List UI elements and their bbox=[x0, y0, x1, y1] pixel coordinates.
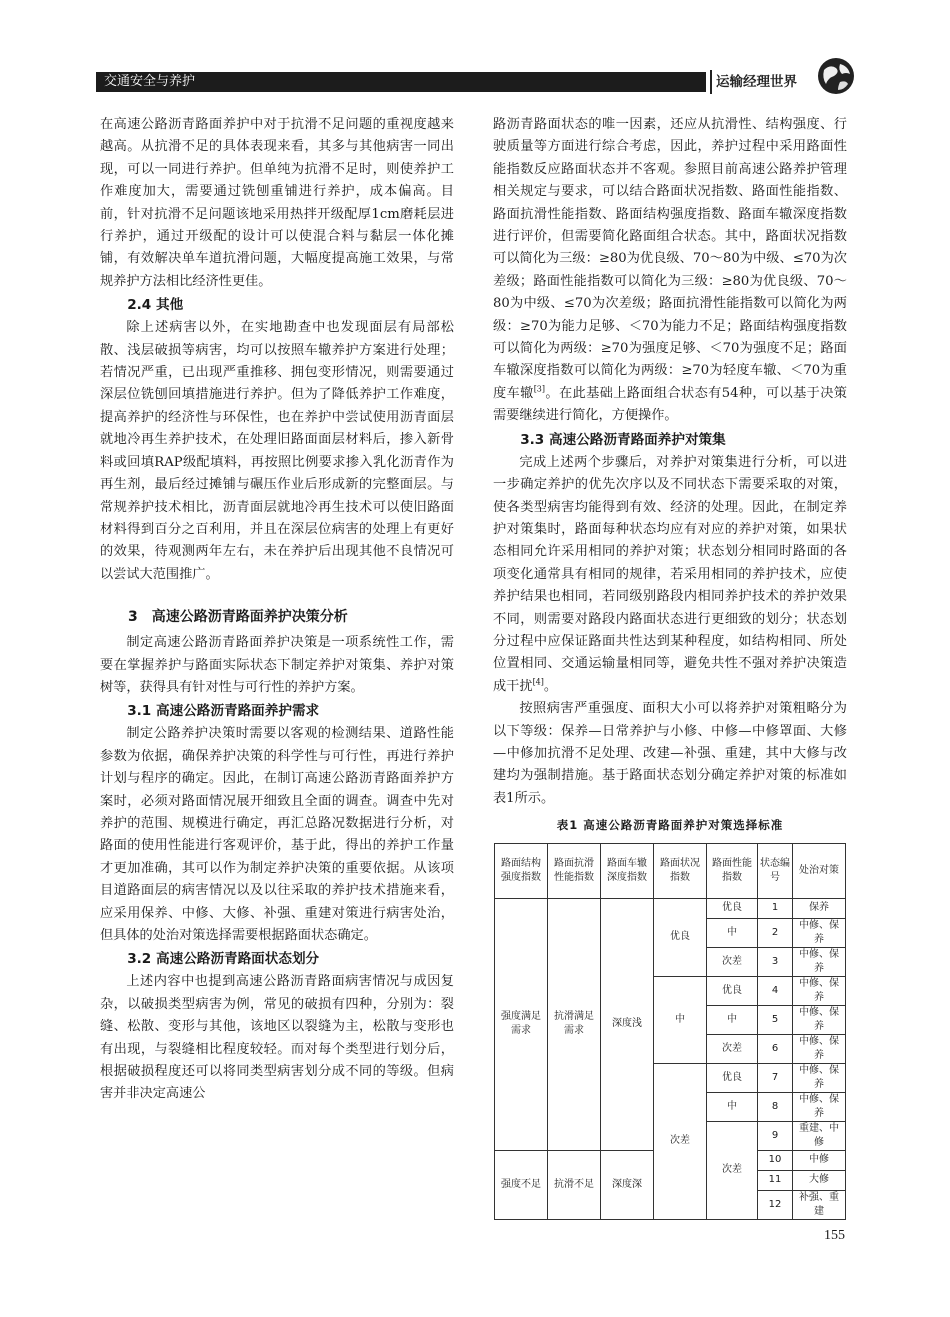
table-cell: 6 bbox=[758, 1034, 793, 1063]
table-cell: 5 bbox=[758, 1005, 793, 1034]
table-cell: 次差 bbox=[707, 1034, 758, 1063]
table-cell: 优良 bbox=[707, 976, 758, 1005]
section-label: 交通安全与养护 bbox=[96, 72, 706, 92]
table-cell: 中修、保养 bbox=[793, 1005, 846, 1034]
paragraph: 制定公路养护决策时需要以客观的检测结果、道路性能参数为依据，确保养护决策的科学性与可行性，再进行养护计划与程序的确定。因此，在制订高速公路沥青路面养护方案时，必须对路面情况展开细致且全面的调查。调查中先对养护的范围、规模进行确定，再汇总路况数据进行分析，对路面的使用性能进行客观评价，基于此，得出的养护工作量才更加准确，其可以作为制定养护决策的重要依据。从该项目道路面层的病害情况以及以往采取的养护技术措施来看，应采用保养、中修、大修、补强、重建对策进行病害处治，但具体的处治对策选择需要根据路面状态确定。 bbox=[100, 726, 454, 943]
page-number: 155 bbox=[824, 1228, 845, 1243]
header-cell: 路面结构强度指数 bbox=[495, 843, 548, 898]
table-cell: 抗滑满足需求 bbox=[548, 898, 601, 1150]
paragraph: 路沥青路面状态的唯一因素，还应从抗滑性、结构强度、行驶质量等方面进行综合考虑，因此，养护过程中采用路面性能指数反应路面状态并不客观。参照目前高速公路养护管理相关规定与要求，可以结合路面状况指数、路面性能指数、路面抗滑性能指数、路面结构强度指数、路面车辙深度指数进行评价，但需要简化路面组合状态。其中，路面状况指数可以简化为三级：≥80为优良级、70～80为中级、≤70为次差级；路面性能指数可以简化为三级：≥80为优良级、70～80为中级、≤70为次差级；路面抗滑性能指数可以简化为两级：≥70为能力足够、＜70为能力不足；路面结构强度指数可以简化为两级：≥70为强度足够、＜70为强度不足；路面车辙深度指数可以简化为两级：≥70为轻度车辙、＜70为重度车辙[3]。在此基础上路面组合状态有54种，可以基于决策需要继续进行简化，方便操作。 bbox=[493, 117, 847, 424]
left-column bbox=[100, 114, 454, 1106]
paragraph: 按照病害严重强度、面积大小可以将养护对策粗略分为以下等级：保养—日常养护与小修、中修—中修罩面、大修—中修加抗滑不足处理、改建—补强、重建，其中大修与改建均为强制措施。基于路面状态划分确定养护对策的标准如表1所示。 bbox=[493, 701, 847, 806]
header-cell: 处治对策 bbox=[793, 843, 846, 898]
table-cell: 中 bbox=[707, 918, 758, 947]
header-cell: 路面抗滑性能指数 bbox=[548, 843, 601, 898]
right-column bbox=[493, 114, 847, 1220]
table-cell: 3 bbox=[758, 947, 793, 976]
section-heading: 3.1 高速公路沥青路面养护需求 bbox=[127, 703, 320, 720]
table-cell: 中修、保养 bbox=[793, 918, 846, 947]
table-cell: 深度深 bbox=[601, 1150, 654, 1219]
table-cell: 中修、保养 bbox=[793, 947, 846, 976]
table-cell: 12 bbox=[758, 1190, 793, 1219]
table-cell: 8 bbox=[758, 1092, 793, 1121]
table-cell: 1 bbox=[758, 898, 793, 918]
table-cell: 强度不足 bbox=[495, 1150, 548, 1219]
table-cell: 中修、保养 bbox=[793, 1063, 846, 1092]
paragraph: 在高速公路沥青路面养护中对于抗滑不足问题的重视度越来越高。从抗滑不足的具体表现来看，其多与其他病害一同出现，可以一同进行养护。但单纯为抗滑不足时，则使养护工作难度加大，需要通过铣刨重铺进行养护，成本偏高。目前，针对抗滑不足问题该地采用热拌开级配厚1cm磨耗层进行养护，通过开级配的设计可以使混合料与黏层一体化摊铺，有效解决单车道抗滑问题，大幅度提高施工效果，与常规养护方法相比经济性更佳。 bbox=[100, 117, 454, 289]
paragraph: 完成上述两个步骤后，对养护对策集进行分析，可以进一步确定养护的优先次序以及不同状态下需要采取的对策，使各类型病害均能得到有效、经济的处理。因此，在制定养护对策集时，路面每种状态均应有对应的养护对策，如果状态相同允许采用相同的养护对策；状态划分相同时路面的各项变化通常具有相同的规律，若采用相同的养护技术，应使养护结果也相同，若同级别路段内相同养护技术的养护效果不同，则需要对路段内路面状态进行更细致的划分；状态划分过程中应保证路面共性达到某种程度，如结构相同、所处位置相同、交通运输量相同等，避免共性不强对养护决策造成干扰[4]。 bbox=[493, 454, 847, 694]
table-cell: 次差 bbox=[707, 947, 758, 976]
table-cell: 强度满足需求 bbox=[495, 898, 548, 1150]
globe-icon bbox=[816, 56, 856, 96]
header-cell: 路面车辙深度指数 bbox=[601, 843, 654, 898]
table-caption: 表1 高速公路沥青路面养护对策选择标准 bbox=[556, 818, 784, 833]
table-cell: 4 bbox=[758, 976, 793, 1005]
paragraph: 制定高速公路沥青路面养护决策是一项系统性工作，需要在掌握养护与路面实际状态下制定养护对策集、养护对策树等，获得具有针对性与可行性的养护方案。 bbox=[100, 635, 454, 695]
table-cell: 中 bbox=[707, 1005, 758, 1034]
table-row bbox=[495, 898, 846, 918]
table-cell: 抗滑不足 bbox=[548, 1150, 601, 1219]
table-header-row bbox=[495, 843, 846, 898]
table-cell: 保养 bbox=[793, 898, 846, 918]
table-cell: 2 bbox=[758, 918, 793, 947]
table-cell: 10 bbox=[758, 1150, 793, 1170]
table-cell: 11 bbox=[758, 1170, 793, 1190]
section-heading: 2.4 其他 bbox=[127, 297, 184, 314]
paragraph: 上述内容中也提到高速公路沥青路面病害情况与成因复杂，以破损类型病害为例，常见的破损有四种，分别为：裂缝、松散、变形与其他，该地区以裂缝为主，松散与变形也有出现，与裂缝相比程度较轻。而对每个类型进行划分后，根据破损程度还可以将同类型病害划分成不同的等级。但病害并非决定高速公 bbox=[100, 974, 454, 1102]
table-cell: 中修 bbox=[793, 1150, 846, 1170]
table-cell: 大修 bbox=[793, 1170, 846, 1190]
header-cell: 路面状况指数 bbox=[654, 843, 707, 898]
citation: [4] bbox=[532, 677, 544, 687]
table-cell: 次差 bbox=[654, 1063, 707, 1219]
table-cell: 中修、保养 bbox=[793, 1034, 846, 1063]
table-cell: 优良 bbox=[654, 898, 707, 976]
citation: [3] bbox=[533, 384, 546, 394]
table-cell: 优良 bbox=[707, 898, 758, 918]
table-cell: 7 bbox=[758, 1063, 793, 1092]
chapter-heading: 3 高速公路沥青路面养护决策分析 bbox=[128, 609, 348, 626]
page-header bbox=[96, 62, 858, 102]
table-cell: 中修、保养 bbox=[793, 1092, 846, 1121]
table-cell: 重建、中修 bbox=[793, 1121, 846, 1150]
table-cell: 中 bbox=[654, 976, 707, 1063]
table-cell: 优良 bbox=[707, 1063, 758, 1092]
table-cell: 9 bbox=[758, 1121, 793, 1150]
section-heading: 3.2 高速公路沥青路面状态划分 bbox=[127, 951, 320, 968]
paragraph: 除上述病害以外，在实地勘查中也发现面层有局部松散、浅层破损等病害，均可以按照车辙养护方案进行处理；若情况严重，已出现严重推移、拥包变形情况，则需要通过深层位铣刨回填措施进行养护。但为了降低养护工作难度，提高养护的经济性与环保性，也在养护中尝试使用沥青面层就地冷再生养护技术，在处理旧路面面层材料后，掺入新骨料或回填RAP级配填料，再按照比例要求掺入乳化沥青作为再生剂，最后经过摊铺与碾压作业后形成新的完整面层。与常规养护技术相比，沥青面层就地冷再生技术可以使旧路面材料得到百分之百利用，并且在深层位病害的处理上有更好的效果，待观测两年左右，未在养护后出现其他不良情况可以尝试大范围推广。 bbox=[100, 320, 454, 582]
header-cell: 状态编号 bbox=[758, 843, 793, 898]
table-cell: 补强、重建 bbox=[793, 1190, 846, 1219]
table-cell: 中修、保养 bbox=[793, 976, 846, 1005]
strategy-table bbox=[494, 843, 846, 1220]
header-cell: 路面性能指数 bbox=[707, 843, 758, 898]
table-cell: 次差 bbox=[707, 1121, 758, 1219]
table-cell: 深度浅 bbox=[601, 898, 654, 1150]
section-heading: 3.3 高速公路沥青路面养护对策集 bbox=[520, 431, 726, 448]
journal-brand: 运输经理世界 bbox=[710, 70, 797, 94]
table-cell: 中 bbox=[707, 1092, 758, 1121]
